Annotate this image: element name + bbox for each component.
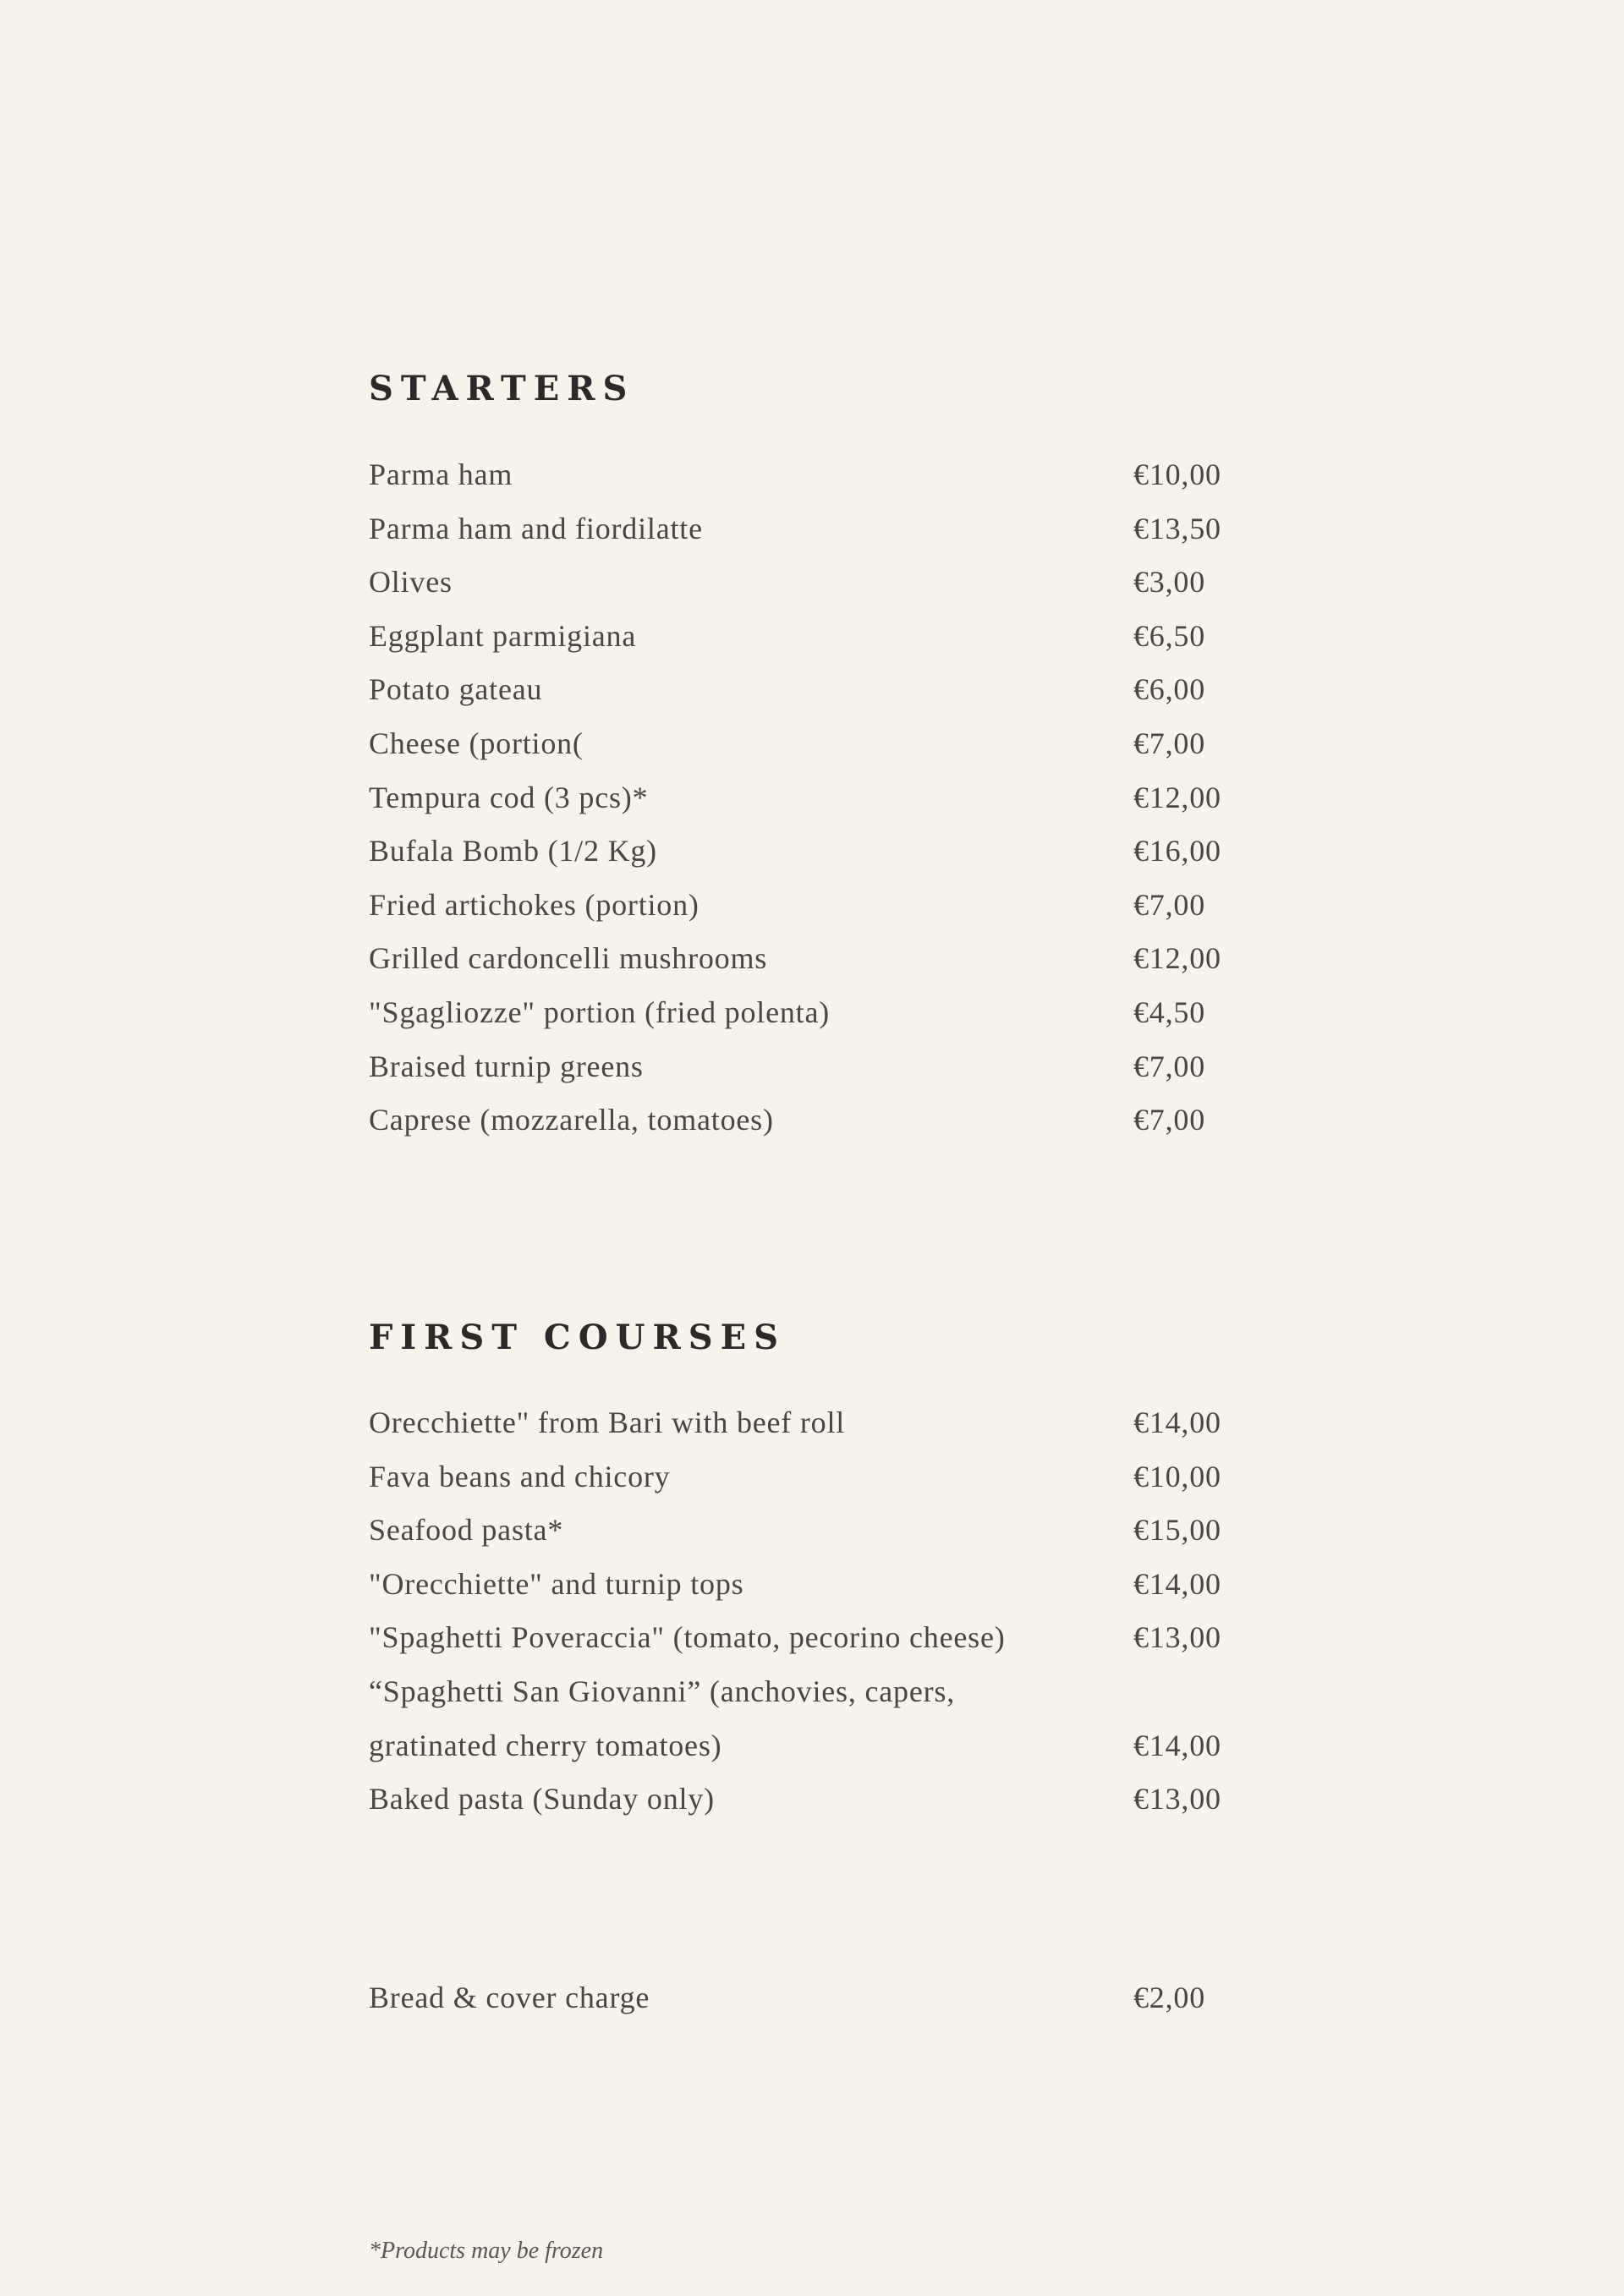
item-price: €7,00 [1133,1103,1205,1137]
item-name: Orecchiette" from Bari with beef roll [369,1406,846,1439]
item-name: "Sgagliozze" portion (fried polenta) [369,995,831,1029]
item-price: €13,00 [1133,1620,1221,1655]
menu-item [369,1396,1257,1450]
cover-charge-label: Bread & cover charge [369,1981,650,2014]
menu-item [369,1665,1257,1719]
menu-item [369,932,1257,986]
item-name: Seafood pasta* [369,1513,564,1548]
starters-list [369,448,1257,1148]
item-name: Braised turnip greens [369,1049,644,1083]
menu-item [369,771,1257,825]
menu-item [369,1504,1257,1558]
menu-item [369,663,1257,717]
menu-item [369,1558,1257,1612]
item-name: Baked pasta (Sunday only) [369,1782,715,1817]
item-name: Grilled cardoncelli mushrooms [369,941,768,976]
item-name: Parma ham and fiordilatte [369,511,703,545]
item-name: Caprese (mozzarella, tomatoes) [369,1103,774,1137]
menu-item [369,556,1257,610]
item-price: €7,00 [1133,726,1205,760]
item-price: €14,00 [1133,1728,1221,1762]
item-price: €6,50 [1133,618,1205,653]
item-price: €4,50 [1133,995,1205,1029]
menu-item [369,610,1257,664]
item-price: €6,00 [1133,672,1205,707]
menu-item [369,448,1257,502]
item-name: Cheese (portion( [369,726,584,760]
item-name: Tempura cod (3 pcs)* [369,780,649,814]
item-price: €16,00 [1133,834,1221,869]
first-courses-title: FIRST COURSES [369,1318,786,1357]
menu-item [369,986,1257,1040]
menu-item [369,717,1257,771]
item-name: "Spaghetti Poveraccia" (tomato, pecorino cheese) [369,1620,1006,1655]
menu-item [369,1450,1257,1504]
menu-item [369,1719,1257,1773]
first-courses-list [369,1396,1257,1827]
item-price: €12,00 [1133,780,1221,814]
item-price: €13,50 [1133,511,1221,545]
menu-item [369,1773,1257,1827]
item-price: €14,00 [1133,1566,1221,1601]
item-name: "Orecchiette" and turnip tops [369,1566,744,1601]
starters-title: STARTERS [369,369,635,408]
menu-item [369,502,1257,556]
menu-item [369,825,1257,879]
item-name: Fava beans and chicory [369,1459,671,1493]
item-price: €14,00 [1133,1406,1221,1439]
cover-charge [369,1970,1257,2025]
item-price: €13,00 [1133,1782,1221,1817]
item-name: “Spaghetti San Giovanni” (anchovies, capers, [369,1674,955,1708]
item-name: Olives [369,565,453,600]
item-name: Fried artichokes (portion) [369,887,700,922]
item-price: €10,00 [1133,458,1221,491]
item-name: Eggplant parmigiana [369,618,637,653]
item-price: €10,00 [1133,1459,1221,1493]
menu-item [369,1040,1257,1094]
frozen-products-note: *Products may be frozen [369,2238,604,2264]
item-name: Parma ham [369,458,513,491]
cover-charge-price: €2,00 [1133,1981,1205,2014]
item-price: €12,00 [1133,941,1221,976]
item-price: €7,00 [1133,1049,1205,1083]
item-name: Bufala Bomb (1/2 Kg) [369,834,657,869]
menu-item [369,1093,1257,1148]
item-name: gratinated cherry tomatoes) [369,1728,722,1762]
menu-item [369,879,1257,933]
item-name: Potato gateau [369,672,543,707]
menu-item [369,1611,1257,1665]
item-price: €15,00 [1133,1513,1221,1548]
item-price: €7,00 [1133,887,1205,922]
item-price: €3,00 [1133,565,1205,600]
